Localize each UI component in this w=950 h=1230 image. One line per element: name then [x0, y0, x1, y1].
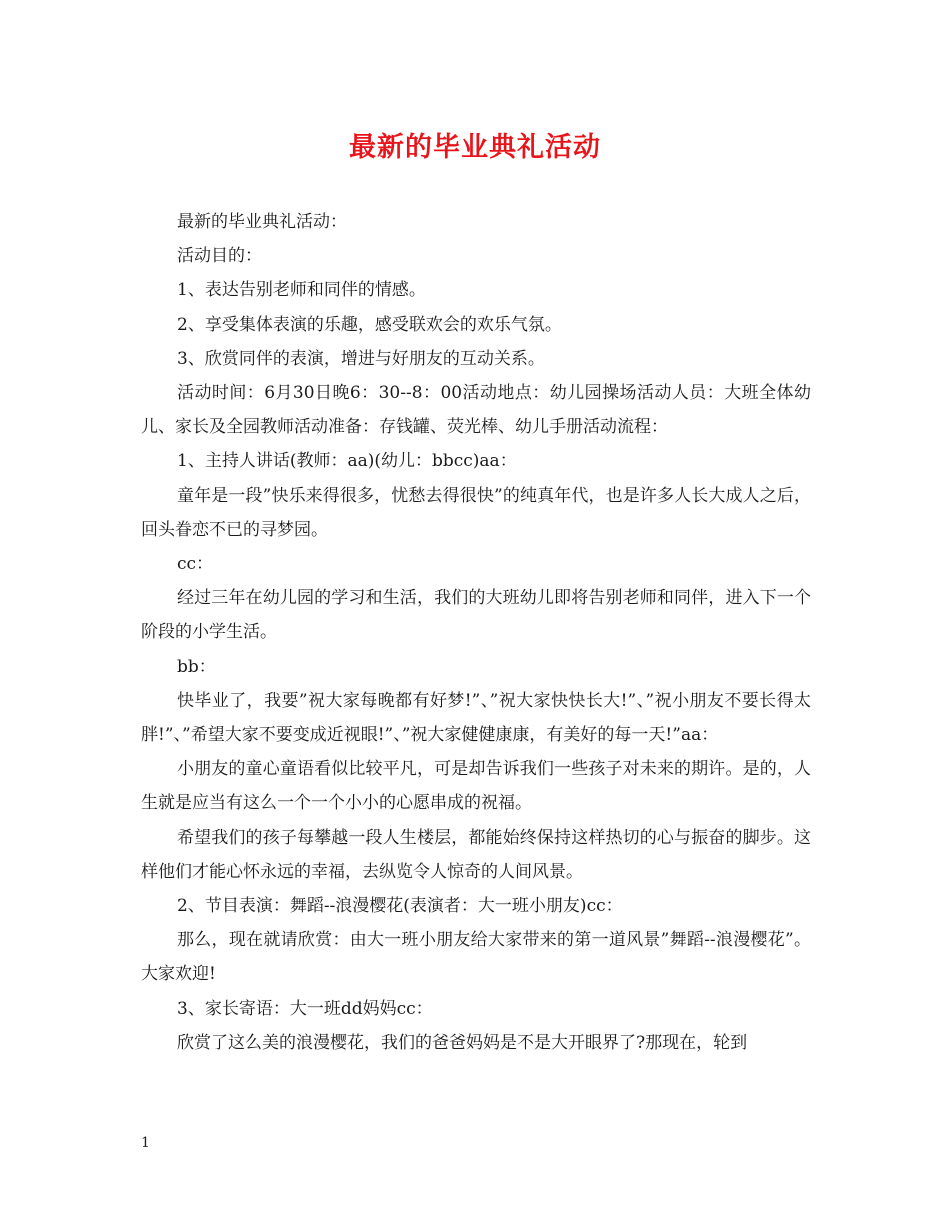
paragraph: 1、主持人讲话(教师：aa)(幼儿：bbcc)aa：: [177, 451, 517, 472]
paragraph: 童年是一段”快乐来得很多，忧愁去得很快”的纯真年代，也是许多人长大成人之后，回头眷恋不已的寻梦园。: [141, 485, 811, 540]
paragraph: 3、家长寄语：大一班dd妈妈cc：: [177, 998, 433, 1019]
paragraph: 那么，现在就请欣赏：由大一班小朋友给大家带来的第一道风景”舞蹈--浪漫樱花”。大家欢迎!: [141, 930, 811, 985]
paragraph: 欣赏了这么美的浪漫樱花，我们的爸爸妈妈是不是大开眼界了?那现在，轮到: [177, 1032, 748, 1053]
paragraph: cc：: [177, 554, 214, 575]
paragraph: 2、享受集体表演的乐趣，感受联欢会的欢乐气氛。: [177, 314, 562, 335]
paragraph: 小朋友的童心童语看似比较平凡，可是却告诉我们一些孩子对未来的期许。是的，人生就是应当有这么一个一个小小的心愿串成的祝福。: [141, 759, 811, 814]
paragraph: 2、节目表演：舞蹈--浪漫樱花(表演者：大一班小朋友)cc：: [177, 896, 623, 917]
document-title: 最新的毕业典礼活动: [349, 132, 601, 163]
paragraph: 活动目的：: [177, 246, 262, 267]
paragraph: 3、欣赏同伴的表演，增进与好朋友的互动关系。: [177, 348, 545, 369]
paragraph: 经过三年在幼儿园的学习和生活，我们的大班幼儿即将告别老师和同伴，进入下一个阶段的小学生活。: [141, 588, 811, 643]
paragraph: 1、表达告别老师和同伴的情感。: [177, 280, 426, 301]
paragraph: 希望我们的孩子每攀越一段人生楼层，都能始终保持这样热切的心与振奋的脚步。这样他们才能心怀永远的幸福，去纵览令人惊奇的人间风景。: [141, 827, 811, 882]
paragraph: 快毕业了，我要”祝大家每晚都有好梦!”、”祝大家快快长大!”、”祝小朋友不要长得太胖!”、”希望大家不要变成近视眼!”、”祝大家健健康康，有美好的每一天!”aa：: [141, 690, 811, 746]
document-body: [141, 205, 811, 1060]
page-number: 1: [141, 1135, 150, 1151]
paragraph: 活动时间：6月30日晚6：30--8：00活动地点：幼儿园操场活动人员：大班全体幼儿、家长及全园教师活动准备：存钱罐、荧光棒、幼儿手册活动流程：: [141, 383, 811, 438]
paragraph: bb：: [177, 656, 216, 677]
paragraph: 最新的毕业典礼活动：: [177, 212, 347, 232]
